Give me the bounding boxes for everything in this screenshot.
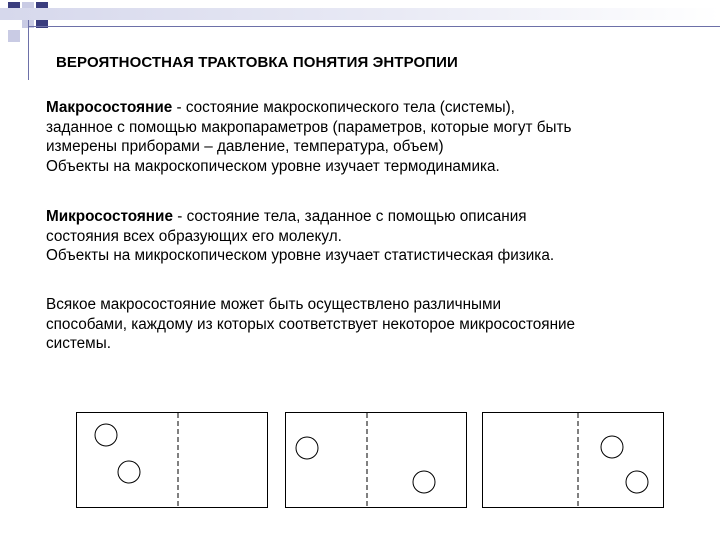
macrostate-term: Макросостояние xyxy=(46,99,173,116)
header-bar xyxy=(0,8,720,20)
molecule-circle xyxy=(296,437,318,459)
molecule-circle xyxy=(601,436,623,458)
microstate-term: Микросостояние xyxy=(46,208,173,225)
statement-line-2: способами, каждому из которых соответствует некоторое микросостояние xyxy=(46,315,576,333)
microstates-diagram xyxy=(76,410,676,510)
molecule-circle xyxy=(95,424,117,446)
microstate-box-3 xyxy=(483,413,664,508)
microstate-line-3: Объекты на микроскопическом уровне изучает статистическая физика. xyxy=(46,247,555,264)
left-rule xyxy=(28,20,29,80)
macrostate-text: - состояние макроскопического тела (системы), xyxy=(172,99,515,116)
statement-line-3: системы. xyxy=(46,335,111,352)
macrostate-line-3: измерены приборами – давление, температура, объем) xyxy=(46,138,444,155)
header-rule xyxy=(28,26,720,27)
macrostate-line-1 xyxy=(46,98,706,118)
container-outline xyxy=(286,413,467,508)
microstate-line-2: состояния всех образующих его молекул. xyxy=(46,227,342,245)
decor-square xyxy=(8,30,20,42)
macrostate-definition xyxy=(46,98,706,176)
statement-line-1: Всякое макросостояние может быть осуществлено различными xyxy=(46,296,502,313)
slide-title: ВЕРОЯТНОСТНАЯ ТРАКТОВКА ПОНЯТИЯ ЭНТРОПИИ xyxy=(56,54,458,71)
microstate-line-1 xyxy=(46,207,706,227)
molecule-circle xyxy=(413,471,435,493)
microstate-box-2 xyxy=(286,413,467,508)
molecule-circle xyxy=(118,461,140,483)
macrostate-line-4: Объекты на макроскопическом уровне изучает термодинамика. xyxy=(46,157,500,175)
macrostate-line-2: заданное с помощью макропараметров (параметров, которые могут быть xyxy=(46,118,572,136)
microstate-definition xyxy=(46,207,706,266)
microstate-box-1 xyxy=(77,413,268,508)
molecule-circle xyxy=(626,471,648,493)
microstate-text: - состояние тела, заданное с помощью описания xyxy=(172,208,527,225)
statement-paragraph xyxy=(46,295,706,354)
